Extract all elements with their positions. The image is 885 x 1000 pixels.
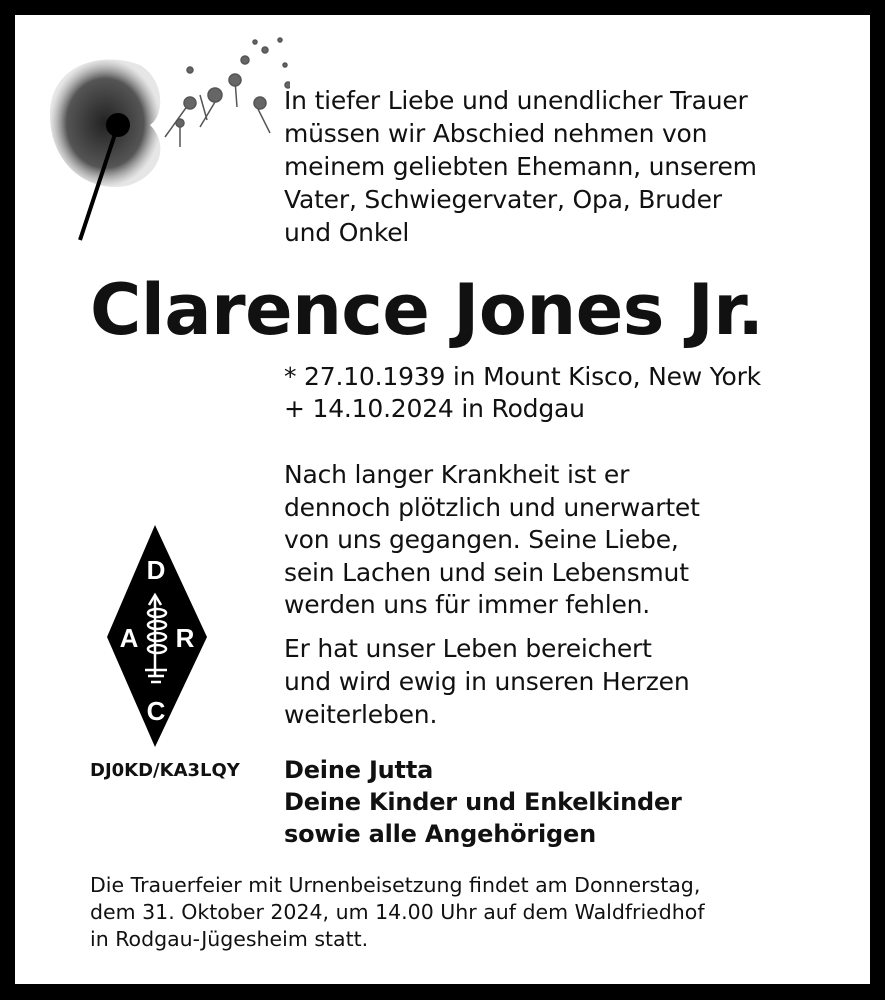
text-line: Er hat unser Leben bereichert [284, 634, 652, 663]
birth-date: * 27.10.1939 in Mount Kisco, New York [284, 362, 761, 391]
logo-letter-a: A [119, 623, 139, 653]
life-dates [284, 361, 761, 425]
logo-letter-r: R [175, 623, 195, 653]
paragraph-2 [284, 632, 689, 731]
intro-line: müssen wir Abschied nehmen von [284, 119, 708, 148]
text-line: Nach langer Krankheit ist er [284, 460, 630, 489]
signature-line: Deine Jutta [284, 756, 434, 784]
funeral-notice [90, 872, 705, 953]
text-line: werden uns für immer fehlen. [284, 590, 651, 619]
intro-line: meinem geliebten Ehemann, unserem [284, 152, 757, 181]
text-line: von uns gegangen. Seine Liebe, [284, 525, 679, 554]
text-line: dennoch plötzlich und unerwartet [284, 492, 700, 522]
text-line: Die Trauerfeier mit Urnenbeisetzung findet am Donnerstag, [90, 873, 701, 897]
logo-letter-c: C [146, 696, 166, 726]
deceased-name: Clarence Jones Jr. [90, 269, 764, 351]
intro-line: und Onkel [284, 218, 410, 247]
death-date: + 14.10.2024 in Rodgau [284, 394, 585, 423]
dandelion-icon [30, 25, 290, 245]
darc-logo-icon [105, 525, 215, 750]
intro-text [284, 84, 757, 249]
text-line: und wird ewig in unseren Herzen [284, 667, 690, 696]
text-line: in Rodgau-Jügesheim statt. [90, 927, 369, 951]
signature-line: sowie alle Angehörigen [284, 820, 596, 848]
paragraph-1 [284, 459, 700, 622]
intro-line: In tiefer Liebe und unendlicher Trauer [284, 86, 748, 115]
logo-letter-d: D [146, 555, 166, 585]
intro-line: Vater, Schwiegervater, Opa, Bruder [284, 185, 722, 214]
signatures [284, 754, 682, 850]
text-line: sein Lachen und sein Lebensmut [284, 557, 689, 587]
text-line: weiterleben. [284, 700, 438, 729]
callsign: DJ0KD/KA3LQY [90, 760, 240, 781]
text-line: dem 31. Oktober 2024, um 14.00 Uhr auf dem Waldfriedhof [90, 900, 705, 924]
signature-line: Deine Kinder und Enkelkinder [284, 788, 682, 816]
